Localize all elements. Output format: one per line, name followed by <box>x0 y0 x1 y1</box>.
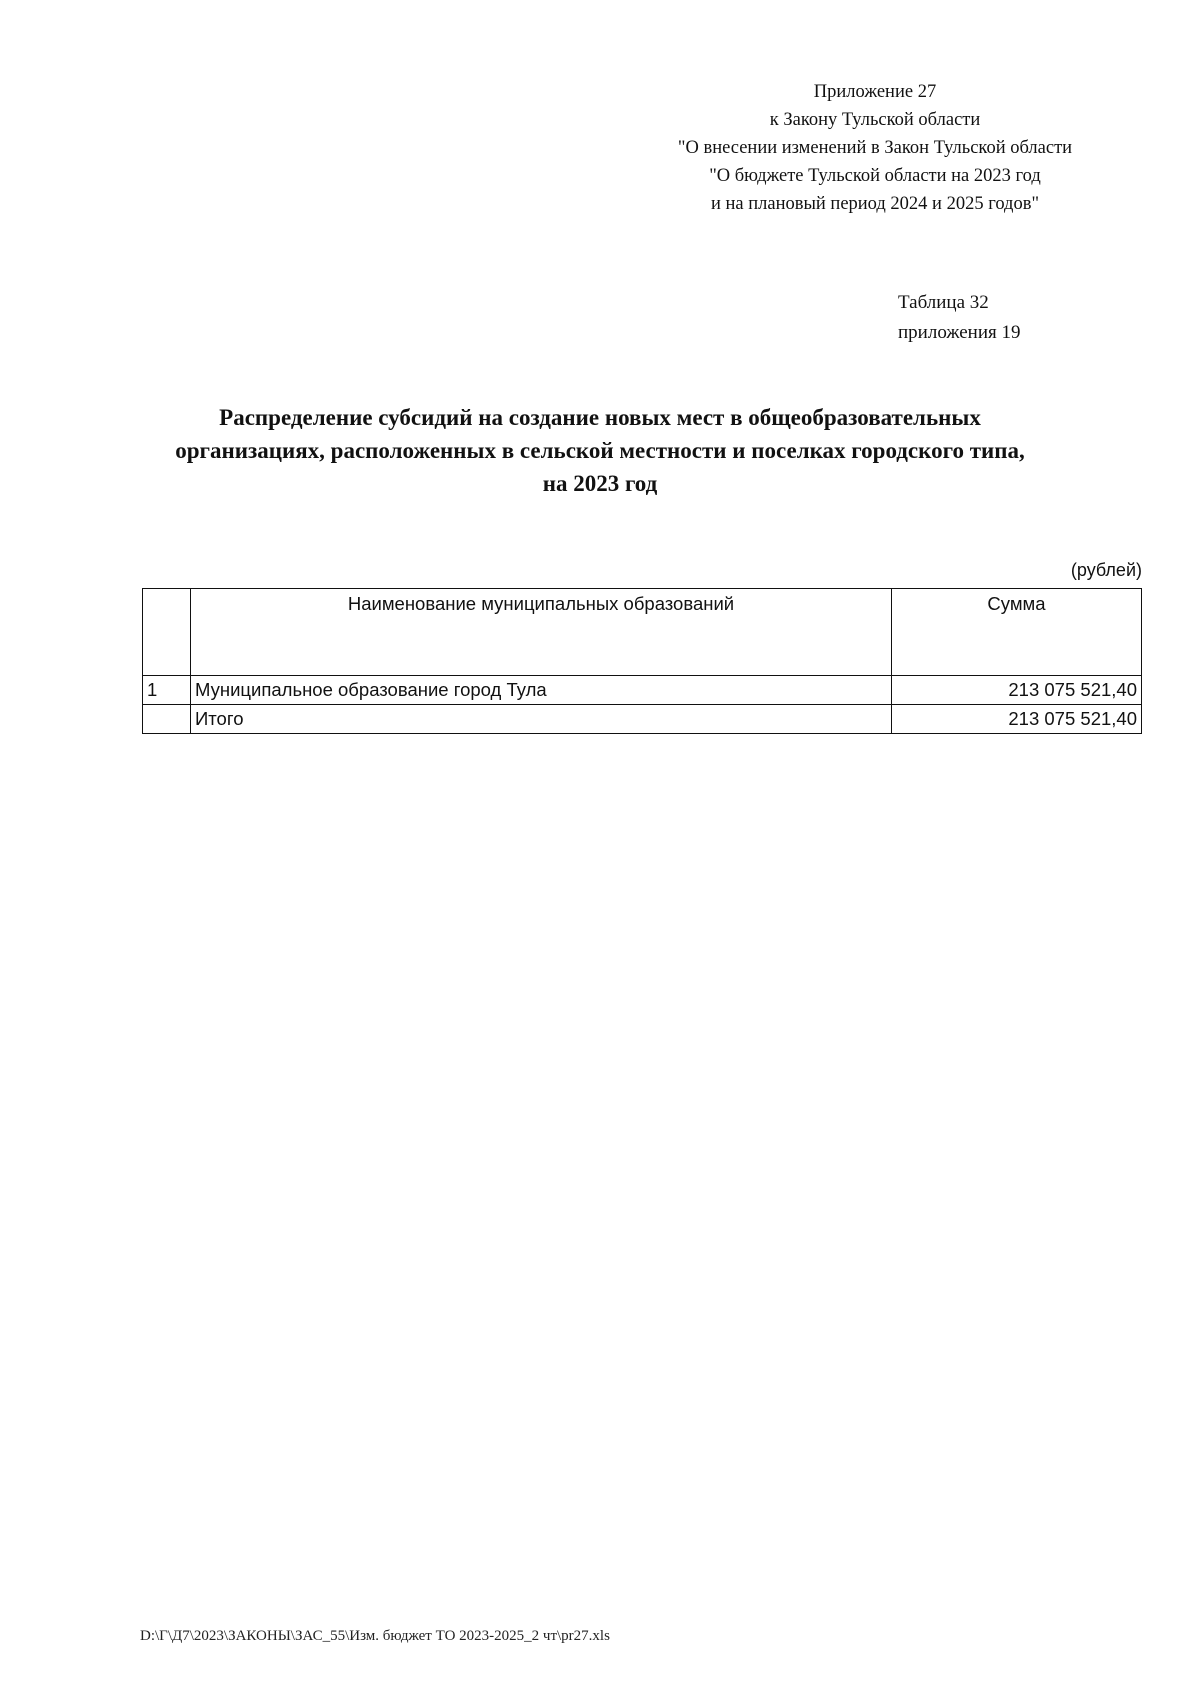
table-number: Таблица 32 <box>898 292 989 313</box>
subsidy-table <box>142 588 1142 734</box>
header-name: Наименование муниципальных образований <box>191 589 892 676</box>
row-sum: 213 075 521,40 <box>892 676 1142 705</box>
header-sum: Сумма <box>892 589 1142 676</box>
annex-line: к Закону Тульской области <box>769 110 981 130</box>
annex-line: "О бюджете Тульской области на 2023 год <box>709 166 1041 186</box>
title-line: Распределение субсидий на создание новых мест в общеобразовательных <box>219 405 981 430</box>
header-number <box>143 589 191 676</box>
annex-line: Приложение 27 <box>813 82 937 102</box>
units-label: (рублей) <box>1070 560 1142 580</box>
annex-line: и на плановый период 2024 и 2025 годов" <box>710 194 1040 214</box>
appendix-number: приложения 19 <box>898 322 1021 343</box>
title-line: организациях, расположенных в сельской местности и поселках городского типа, <box>175 438 1025 463</box>
document-title <box>100 401 1100 500</box>
table-row <box>143 676 1142 705</box>
table-header-row <box>143 589 1142 676</box>
row-number: 1 <box>143 676 191 705</box>
row-name: Муниципальное образование город Тула <box>191 676 892 705</box>
row-number <box>143 705 191 734</box>
title-line: на 2023 год <box>542 471 658 496</box>
table-reference <box>898 288 1020 348</box>
annex-header <box>620 78 1130 218</box>
table-total-row <box>143 705 1142 734</box>
row-sum: 213 075 521,40 <box>892 705 1142 734</box>
annex-line: "О внесении изменений в Закон Тульской области <box>677 138 1073 158</box>
row-name: Итого <box>191 705 892 734</box>
file-path-footer: D:\Г\Д7\2023\ЗАКОНЫ\ЗАС_55\Изм. бюджет ТО 2023-2025_2 чт\pr27.xls <box>140 1628 610 1644</box>
